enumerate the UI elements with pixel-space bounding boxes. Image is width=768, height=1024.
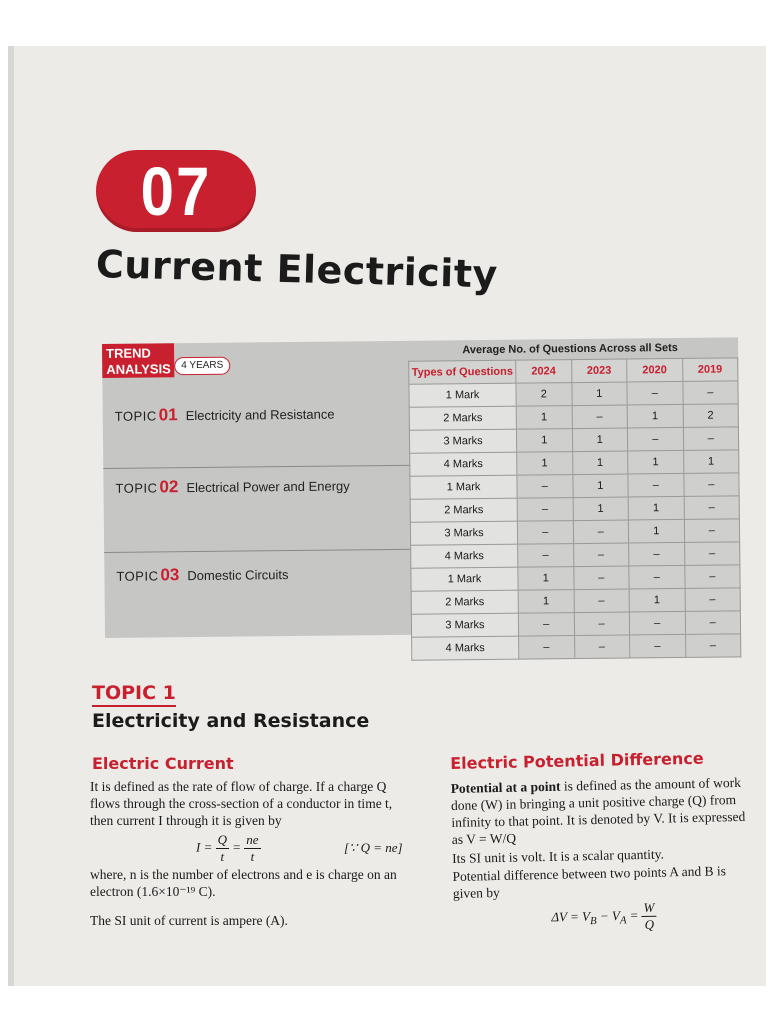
- question-type-cell: 3 Marks: [411, 613, 518, 637]
- question-count-cell: –: [517, 498, 573, 522]
- topic-number: 02: [159, 477, 179, 497]
- question-count-cell: –: [518, 613, 574, 637]
- si-unit-current-text: The SI unit of current is ampere (A).: [90, 913, 288, 928]
- trend-badge-line2: ANALYSIS: [106, 361, 171, 377]
- trend-analysis-badge: [102, 343, 174, 378]
- fraction-q-over-t: [216, 832, 229, 865]
- question-count-cell: 1: [517, 452, 573, 476]
- trend-analysis-panel: [102, 337, 741, 655]
- question-count-cell: –: [685, 588, 741, 612]
- fraction-denominator: Q: [644, 916, 655, 932]
- fraction-w-over-q: [641, 900, 657, 933]
- question-type-cell: 2 Marks: [409, 406, 516, 430]
- formula-part: ΔV = V: [551, 908, 591, 925]
- trend-table-row: [410, 450, 739, 476]
- question-type-cell: 1 Mark: [411, 567, 518, 591]
- topic-word: TOPIC: [114, 408, 157, 424]
- years-pill: 4 YEARS: [174, 357, 230, 376]
- question-count-cell: –: [684, 519, 740, 543]
- trend-table-row: [411, 588, 740, 614]
- question-count-cell: –: [574, 635, 630, 659]
- formula-note: [∵ Q = ne]: [344, 840, 403, 855]
- question-type-cell: 1 Mark: [410, 475, 517, 499]
- potential-difference-heading: Electric Potential Difference: [450, 748, 704, 773]
- potential-difference-column: [450, 748, 754, 944]
- question-count-cell: –: [518, 544, 574, 568]
- fraction-denominator: t: [250, 849, 255, 864]
- trend-table-row: [412, 634, 741, 660]
- question-count-cell: –: [683, 473, 739, 497]
- question-type-cell: 4 Marks: [412, 636, 519, 660]
- section-title: Electricity and Resistance: [92, 710, 370, 732]
- question-count-cell: –: [572, 405, 628, 429]
- question-count-cell: 1: [683, 450, 739, 474]
- question-count-cell: 2: [683, 404, 739, 428]
- question-count-cell: –: [685, 611, 741, 635]
- topic-divider: [104, 549, 414, 553]
- question-count-cell: –: [573, 566, 629, 590]
- question-count-cell: 1: [572, 474, 628, 498]
- trend-table-header: [409, 358, 738, 384]
- col-2023: 2023: [571, 359, 627, 383]
- trend-table-row: [409, 381, 738, 407]
- question-count-cell: –: [629, 565, 685, 589]
- chapter-number-badge: [96, 150, 256, 232]
- col-2024: 2024: [516, 360, 572, 384]
- question-count-cell: –: [628, 473, 684, 497]
- question-type-cell: 3 Marks: [409, 429, 516, 453]
- topic-number: 01: [158, 405, 178, 425]
- potential-difference-formula: [551, 900, 657, 935]
- topic-label-01: [115, 404, 335, 426]
- question-count-cell: –: [629, 611, 685, 635]
- question-count-cell: 1: [516, 429, 572, 453]
- question-type-cell: 1 Mark: [409, 383, 516, 407]
- question-count-cell: 1: [628, 519, 684, 543]
- question-count-cell: 1: [629, 588, 685, 612]
- question-type-cell: 4 Marks: [411, 544, 518, 568]
- fraction-numerator: ne: [246, 832, 259, 847]
- question-count-cell: 1: [518, 590, 574, 614]
- trend-table-row: [410, 519, 739, 545]
- trend-table-row: [411, 611, 740, 637]
- electron-charge-text: where, n is the number of electrons and e is charge on an electron (1.6×10⁻¹⁹ C).: [90, 867, 397, 899]
- question-count-cell: –: [684, 542, 740, 566]
- question-count-cell: –: [573, 520, 629, 544]
- topic-name: Domestic Circuits: [187, 567, 289, 584]
- formula-part: =: [626, 907, 639, 923]
- question-type-cell: 4 Marks: [410, 452, 517, 476]
- formula-equals: =: [232, 839, 242, 855]
- question-count-cell: 1: [573, 497, 629, 521]
- col-types: Types of Questions: [409, 360, 516, 384]
- trend-table-row: [410, 496, 739, 522]
- trend-badge-line1: TREND: [106, 345, 151, 361]
- potential-term: Potential at a point: [450, 778, 561, 796]
- question-count-cell: 1: [627, 404, 683, 428]
- chapter-title: Current Electricity: [95, 242, 499, 297]
- question-count-cell: 1: [572, 428, 628, 452]
- question-count-cell: –: [683, 427, 739, 451]
- topic-name: Electricity and Resistance: [185, 406, 335, 424]
- question-count-cell: 1: [518, 567, 574, 591]
- formula-lhs: I =: [196, 839, 213, 855]
- question-count-cell: –: [627, 427, 683, 451]
- topic-divider: [103, 465, 413, 469]
- question-count-cell: –: [684, 496, 740, 520]
- trend-table-row: [410, 473, 739, 499]
- question-count-cell: 2: [516, 383, 572, 407]
- question-count-cell: –: [519, 636, 575, 660]
- fraction-ne-over-t: [244, 832, 260, 865]
- question-count-cell: –: [684, 565, 740, 589]
- trend-table: [408, 357, 741, 660]
- question-type-cell: 3 Marks: [410, 521, 517, 545]
- question-count-cell: –: [517, 475, 573, 499]
- question-type-cell: 2 Marks: [411, 590, 518, 614]
- topic-name: Electrical Power and Energy: [186, 478, 350, 496]
- question-count-cell: –: [682, 381, 738, 405]
- question-count-cell: –: [517, 521, 573, 545]
- trend-table-row: [411, 542, 740, 568]
- average-questions-header: Average No. of Questions Across all Sets: [462, 341, 678, 357]
- topic-label-03: [116, 564, 288, 586]
- potential-between-points-text: Potential difference between two points A and B is given by: [452, 863, 727, 901]
- question-type-cell: 2 Marks: [410, 498, 517, 522]
- fraction-denominator: t: [220, 849, 225, 864]
- question-count-cell: –: [630, 634, 686, 658]
- current-formula: [196, 832, 261, 865]
- subscript-a: A: [619, 914, 627, 927]
- question-count-cell: –: [573, 543, 629, 567]
- question-count-cell: 1: [571, 382, 627, 406]
- trend-table-row: [409, 427, 738, 453]
- formula-part: − V: [596, 907, 620, 924]
- question-count-cell: –: [627, 381, 683, 405]
- question-count-cell: –: [574, 589, 630, 613]
- fraction-numerator: Q: [217, 832, 227, 847]
- question-count-cell: 1: [628, 450, 684, 474]
- electric-current-heading: Electric Current: [92, 754, 234, 773]
- question-count-cell: –: [574, 612, 630, 636]
- potential-definition: [451, 774, 752, 848]
- col-2019: 2019: [682, 358, 738, 382]
- question-count-cell: –: [685, 634, 741, 658]
- topic-label-02: [115, 475, 349, 497]
- question-count-cell: 1: [572, 451, 628, 475]
- electric-current-definition: It is defined as the rate of flow of charge. If a charge Q flows through the cross-section of a conductor in time t, then current I through it is given by: [90, 779, 393, 828]
- col-2020: 2020: [627, 358, 683, 382]
- question-count-cell: 1: [516, 406, 572, 430]
- question-count-cell: 1: [628, 496, 684, 520]
- si-unit-volt-text: Its SI unit is volt. It is a scalar quantity.: [452, 846, 665, 866]
- fraction-numerator: W: [641, 900, 656, 917]
- subscript-b: B: [589, 915, 597, 928]
- topic-word: TOPIC: [115, 480, 158, 496]
- chapter-number: 07: [140, 152, 212, 230]
- question-count-cell: –: [629, 542, 685, 566]
- trend-table-row: [409, 404, 738, 430]
- trend-table-row: [411, 565, 740, 591]
- topic-word: TOPIC: [116, 568, 159, 584]
- topic-number: 03: [160, 565, 180, 585]
- potential-definition-rest: is defined as the amount of work done (W) in bringing a unit positive charge (Q) from infinity to that point. It is denoted by V. It is expressed as V = W/Q: [450, 774, 746, 847]
- section-topic-label: TOPIC 1: [92, 682, 176, 707]
